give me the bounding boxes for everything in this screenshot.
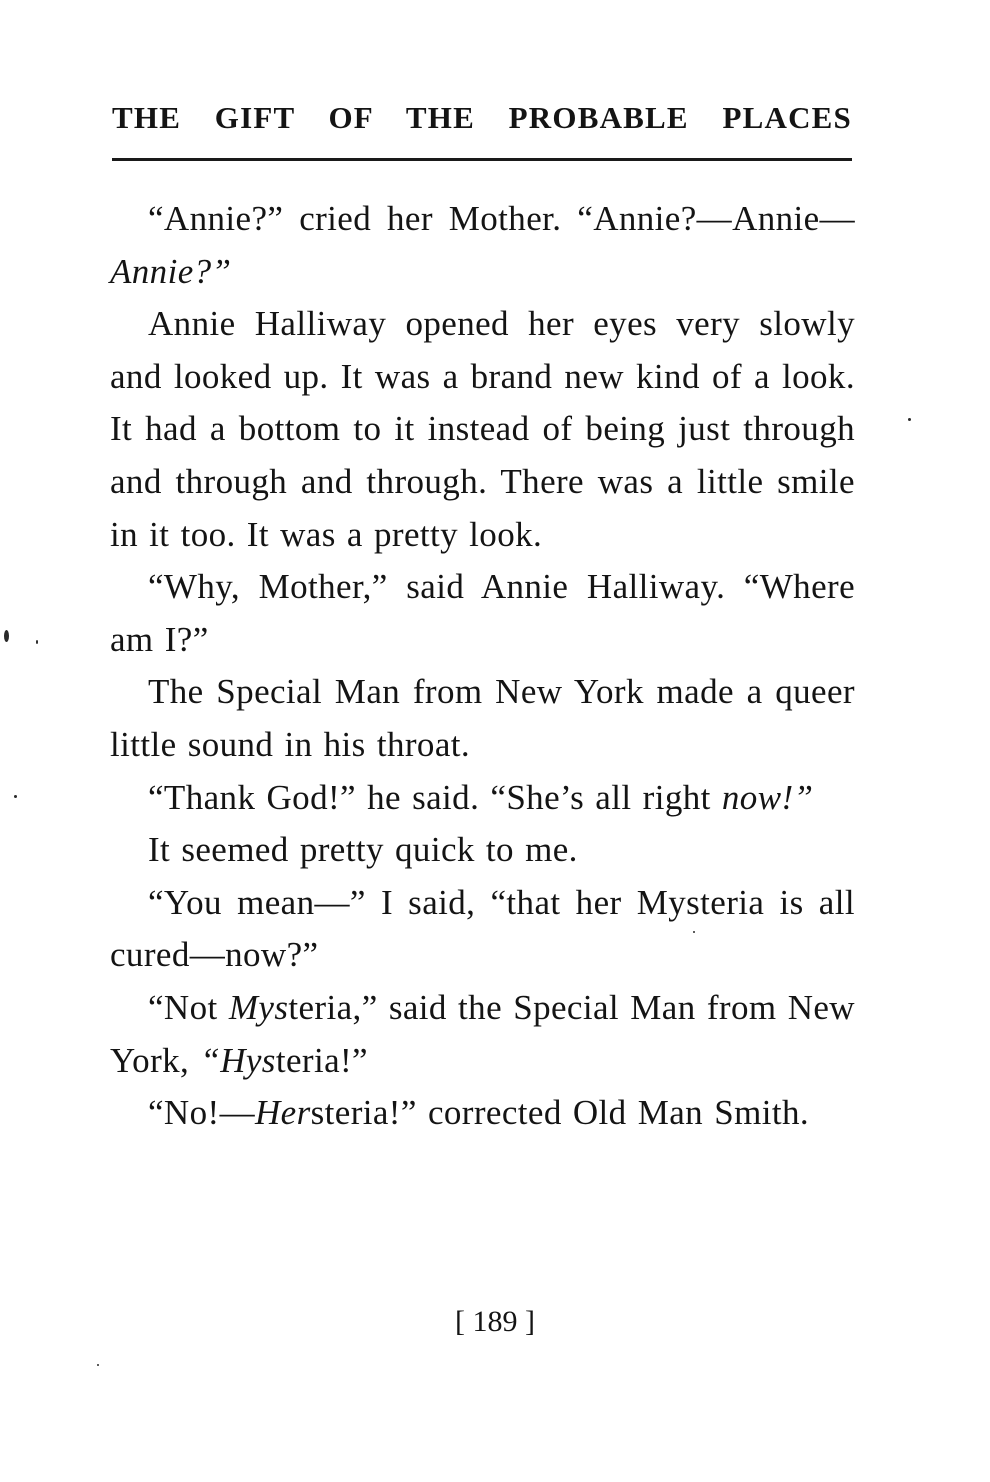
italic-run: Her [254, 1093, 311, 1133]
text-run: Annie Halliway opened her eyes very slowly and looked up. It was a brand new kind of a look. It had a bottom to it instead of being just through and through and through. There was a little smile in it too. It was a pretty look. [110, 304, 855, 554]
text-run: It seemed pretty quick to me. [148, 830, 578, 870]
scan-speck [693, 931, 695, 933]
text-run: “Not [148, 987, 229, 1027]
paragraph [110, 982, 855, 1087]
paragraph [110, 877, 855, 982]
header-rule [112, 158, 852, 161]
text-run: “No!— [148, 1093, 255, 1133]
paragraph [110, 772, 855, 825]
running-head: THE GIFT OF THE PROBABLE PLACES [112, 100, 852, 135]
paragraph [110, 561, 855, 666]
scan-speck [97, 1364, 99, 1366]
italic-run: “Hys [200, 1040, 276, 1080]
text-run: The Special Man from New York made a queer little sound in his throat. [110, 672, 855, 764]
paragraph [110, 1087, 855, 1140]
paragraph [110, 298, 855, 561]
paragraph [110, 193, 855, 298]
scan-speck [14, 795, 17, 798]
text-run: steria!” corrected Old Man Smith. [310, 1093, 810, 1133]
scan-speck [908, 418, 911, 421]
text-run: “Thank God!” he said. “She’s all right [148, 777, 722, 817]
text-run: teria!” [275, 1040, 368, 1080]
italic-run: Annie?” [110, 251, 232, 291]
italic-run: Mys [228, 987, 289, 1027]
scan-speck [4, 630, 9, 642]
scan-speck [36, 640, 38, 644]
italic-run: now!” [721, 777, 814, 817]
paragraph [110, 824, 855, 877]
text-run: “Why, Mother,” said Annie Halliway. “Where am I?” [110, 567, 855, 659]
paragraph [110, 666, 855, 771]
text-run: teria,” said the Special Man from New York, [110, 987, 855, 1080]
page-number: [ 189 ] [455, 1305, 535, 1338]
body-text [110, 193, 855, 1140]
text-run: “You mean—” I said, “that her Mysteria is all cured—now?” [110, 882, 855, 975]
text-run: “Annie?” cried her Mother. “Annie?—Annie— [148, 199, 855, 238]
